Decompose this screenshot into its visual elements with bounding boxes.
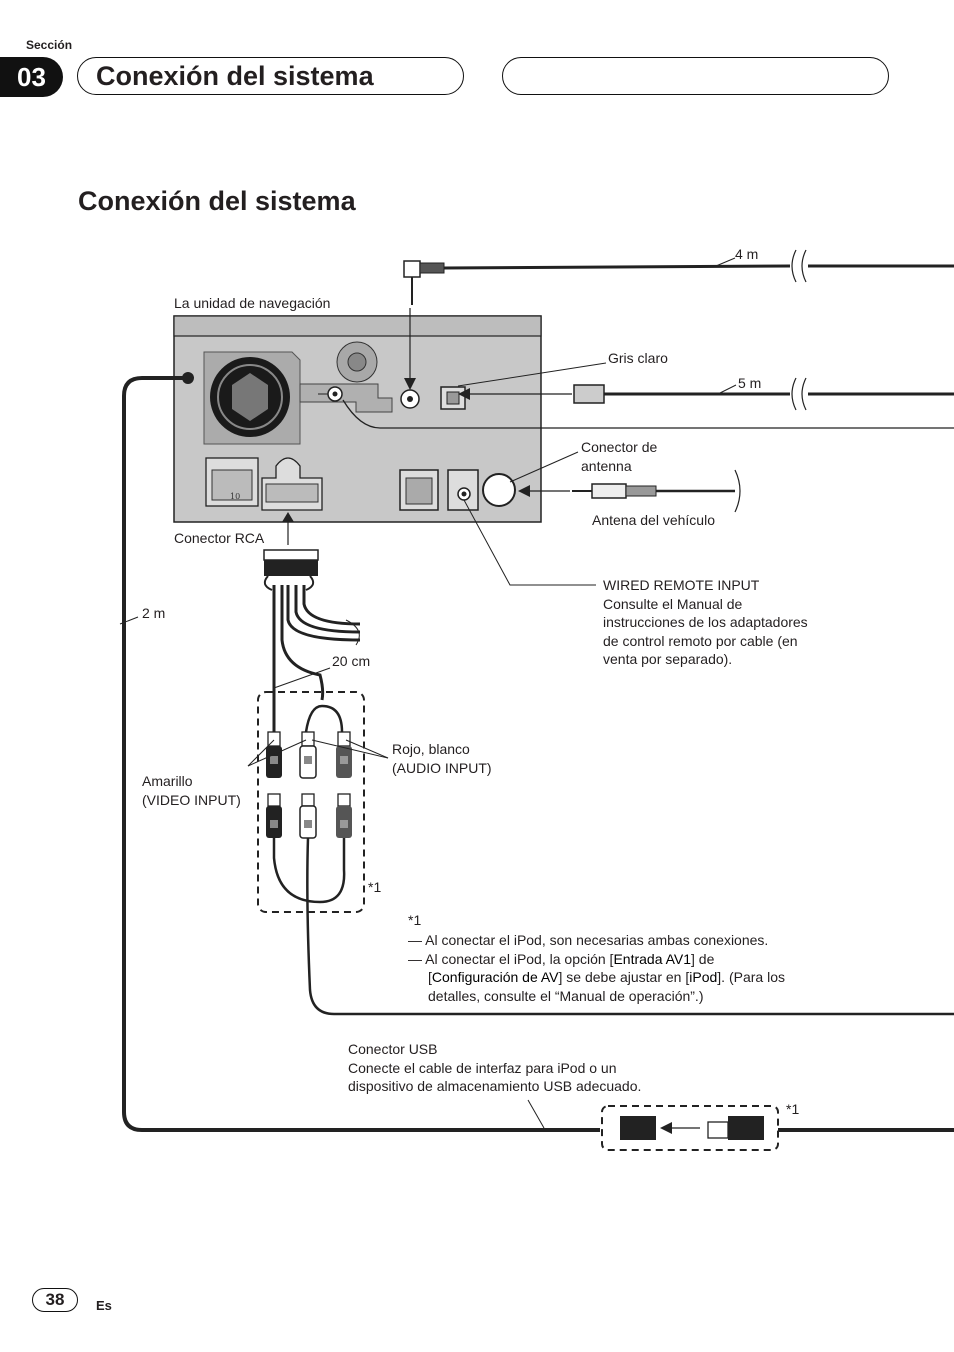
wired-remote-line: de control remoto por cable (en — [603, 632, 798, 649]
wired-remote-line: venta por separado). — [603, 651, 733, 668]
language-code: Es — [96, 1298, 112, 1313]
usb-connector-title: Conector USB — [348, 1041, 438, 1057]
usb-connector-note — [348, 1040, 641, 1096]
section-title: Conexión del sistema — [96, 61, 374, 91]
footnote-text-part: ] de — [691, 950, 715, 967]
connector-pin-label: 10 — [230, 492, 241, 501]
fan-icon — [204, 352, 300, 444]
rca-connector — [264, 512, 360, 732]
cable-2m-label: 2 m — [142, 605, 166, 621]
footnote-text — [408, 931, 785, 1005]
footnote-text-part: ] se debe ajustar en [ — [558, 969, 690, 986]
footnote-text-part: ]. (Para los — [717, 969, 785, 986]
red-white-audio-label-line1: Rojo, blanco — [392, 741, 470, 757]
antenna-connector-label-line2: antenna — [581, 458, 632, 474]
footnote-text-part: [ — [428, 969, 432, 986]
menu-option-entrada-av1: Entrada AV1 — [613, 950, 692, 967]
usb-connector — [602, 1106, 778, 1150]
wired-remote-input-note — [603, 576, 808, 669]
red-white-audio-label-line2: (AUDIO INPUT) — [392, 760, 492, 776]
yellow-video-label-line2: (VIDEO INPUT) — [142, 792, 241, 808]
footnote-marker: *1 — [408, 912, 422, 928]
antenna-connector-label-line1: Conector de — [581, 439, 658, 455]
page-number: 38 — [32, 1288, 78, 1312]
wired-remote-line: WIRED REMOTE INPUT — [603, 577, 760, 593]
wired-remote-line: Consulte el Manual de — [603, 595, 743, 612]
page-title: Conexión del sistema — [78, 186, 356, 216]
cable-5m-label: 5 m — [738, 375, 762, 391]
section-label: Sección — [26, 38, 73, 52]
footnote-line-3 — [408, 968, 785, 987]
footnote-marker: *1 — [786, 1101, 800, 1117]
navigation-unit-label: La unidad de navegación — [174, 295, 331, 311]
footnote-marker: *1 — [368, 879, 382, 895]
usb-desc-line: dispositivo de almacenamiento USB adecuado. — [348, 1078, 642, 1095]
section-number-badge: 03 — [0, 57, 63, 97]
cable-20cm-label: 20 cm — [332, 653, 371, 669]
footnote-line-2 — [408, 950, 785, 969]
usb-desc-line: Conecte el cable de interfaz para iPod o un — [348, 1059, 617, 1076]
wired-remote-line: instrucciones de los adaptadores — [603, 614, 808, 631]
yellow-video-label-line1: Amarillo — [142, 773, 193, 789]
footnote-line-4: detalles, consulte el “Manual de operación”.) — [428, 987, 704, 1004]
cable-4m-label: 4 m — [735, 246, 759, 262]
rca-connector-label: Conector RCA — [174, 530, 265, 546]
vehicle-antenna-label: Antena del vehículo — [592, 512, 715, 528]
menu-option-ipod: iPod — [689, 969, 718, 986]
footnote-text-part: — Al conectar el iPod, la opción [ — [408, 950, 614, 967]
footnote-line-1: — Al conectar el iPod, son necesarias ambas conexiones. — [408, 932, 769, 948]
light-gray-label: Gris claro — [608, 350, 668, 366]
menu-option-config-av: Configuración de AV — [431, 969, 559, 986]
